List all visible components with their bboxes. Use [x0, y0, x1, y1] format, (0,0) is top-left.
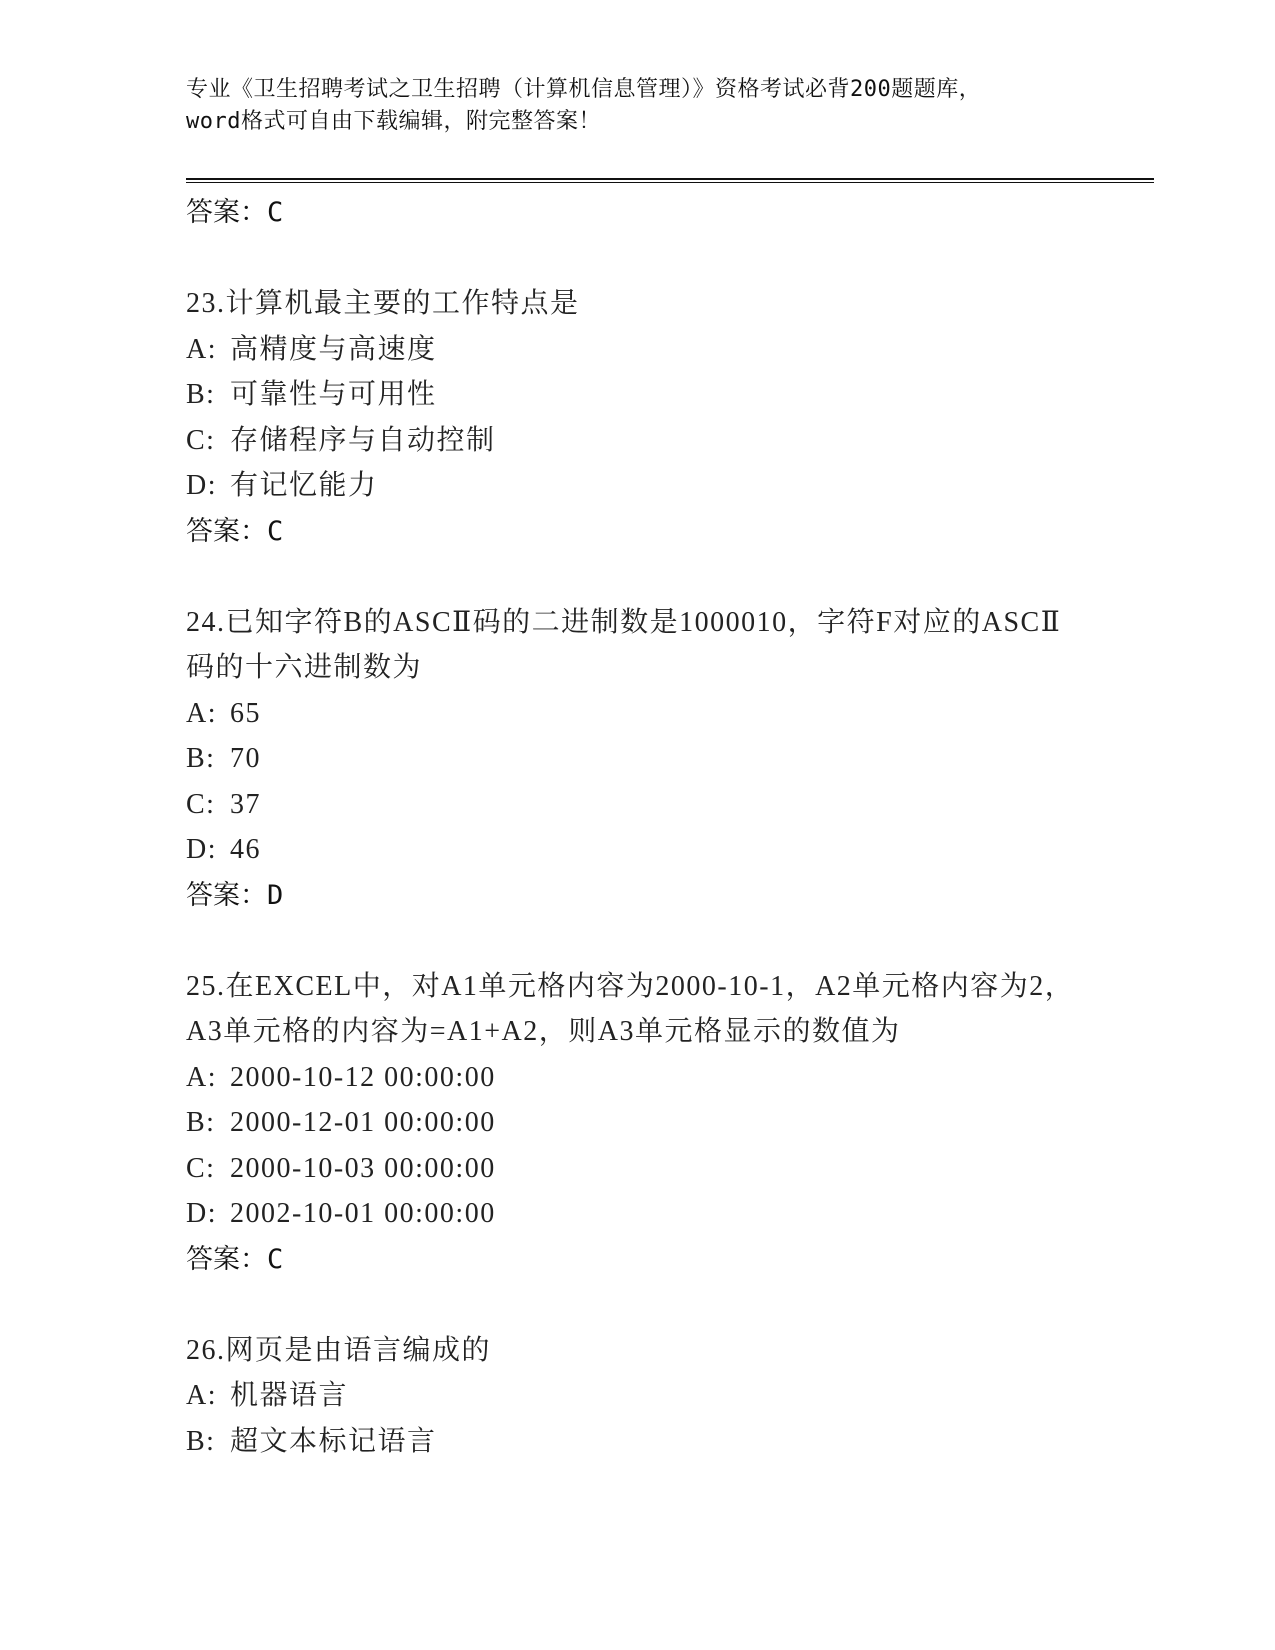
option-text: 70	[230, 743, 261, 774]
previous-answer: 答案：C	[186, 197, 284, 228]
option-letter: A:	[186, 1061, 217, 1093]
question-block	[186, 1328, 1086, 1465]
answer-option	[186, 327, 1086, 373]
header-line-1: 专业《卫生招聘考试之卫生招聘（计算机信息管理）》资格考试必背200题题库，	[186, 77, 982, 102]
option-letter: B:	[186, 743, 216, 774]
option-letter: B:	[186, 1107, 216, 1138]
option-letter: C:	[186, 1152, 216, 1184]
answer-option	[186, 736, 1086, 782]
answer-line: 答案：C	[186, 515, 284, 547]
option-letter: B:	[186, 379, 216, 410]
question-text: 25.在EXCEL中，对A1单元格内容为2000-10-1，A2单元格内容为2，	[186, 970, 1075, 1002]
answer-option	[186, 372, 1086, 418]
page-header	[186, 74, 1106, 138]
option-text: 2000-10-03 00:00:00	[230, 1152, 496, 1184]
header-line-2: word格式可自由下载编辑，附完整答案！	[186, 109, 601, 134]
answer-line: 答案：C	[186, 1243, 284, 1275]
question-text: 23.计算机最主要的工作特点是	[186, 288, 580, 319]
option-letter: C:	[186, 424, 216, 456]
answer-option	[186, 463, 1086, 509]
question-block	[186, 600, 1086, 919]
answer-option	[186, 827, 1086, 873]
option-text: 46	[230, 834, 261, 865]
option-letter: C:	[186, 788, 216, 820]
question-list	[186, 190, 1086, 1464]
answer-line: 答案：D	[186, 879, 284, 911]
option-text: 37	[230, 788, 261, 820]
question-text: A3单元格的内容为=A1+A2，则A3单元格显示的数值为	[186, 1016, 901, 1047]
option-text: 高精度与高速度	[230, 333, 437, 365]
option-letter: D:	[186, 470, 217, 501]
answer-option	[186, 1373, 1086, 1419]
answer-option	[186, 782, 1086, 828]
answer-option	[186, 1191, 1086, 1237]
answer-option	[186, 1146, 1086, 1192]
option-text: 65	[230, 697, 261, 729]
option-text: 有记忆能力	[230, 470, 378, 501]
question-text: 26.网页是由语言编成的	[186, 1334, 492, 1366]
option-text: 可靠性与可用性	[230, 379, 437, 410]
option-text: 超文本标记语言	[230, 1425, 437, 1457]
question-text: 24.已知字符B的ASCⅡ码的二进制数是1000010，字符F对应的ASCⅡ	[186, 606, 1062, 638]
answer-option	[186, 1100, 1086, 1146]
option-text: 2000-12-01 00:00:00	[230, 1107, 496, 1138]
option-letter: D:	[186, 834, 217, 865]
option-letter: A:	[186, 333, 217, 365]
header-rule	[186, 178, 1154, 183]
answer-option	[186, 1055, 1086, 1101]
option-letter: B:	[186, 1425, 216, 1457]
option-text: 2000-10-12 00:00:00	[230, 1061, 496, 1093]
option-text: 2002-10-01 00:00:00	[230, 1198, 496, 1229]
question-block	[186, 964, 1086, 1283]
option-letter: A:	[186, 1380, 217, 1411]
answer-option	[186, 418, 1086, 464]
answer-option	[186, 1419, 1086, 1465]
option-letter: A:	[186, 697, 217, 729]
option-letter: D:	[186, 1198, 217, 1229]
question-block	[186, 281, 1086, 555]
option-text: 存储程序与自动控制	[230, 424, 496, 456]
answer-option	[186, 691, 1086, 737]
option-text: 机器语言	[230, 1380, 349, 1411]
question-text: 码的十六进制数为	[186, 652, 423, 683]
